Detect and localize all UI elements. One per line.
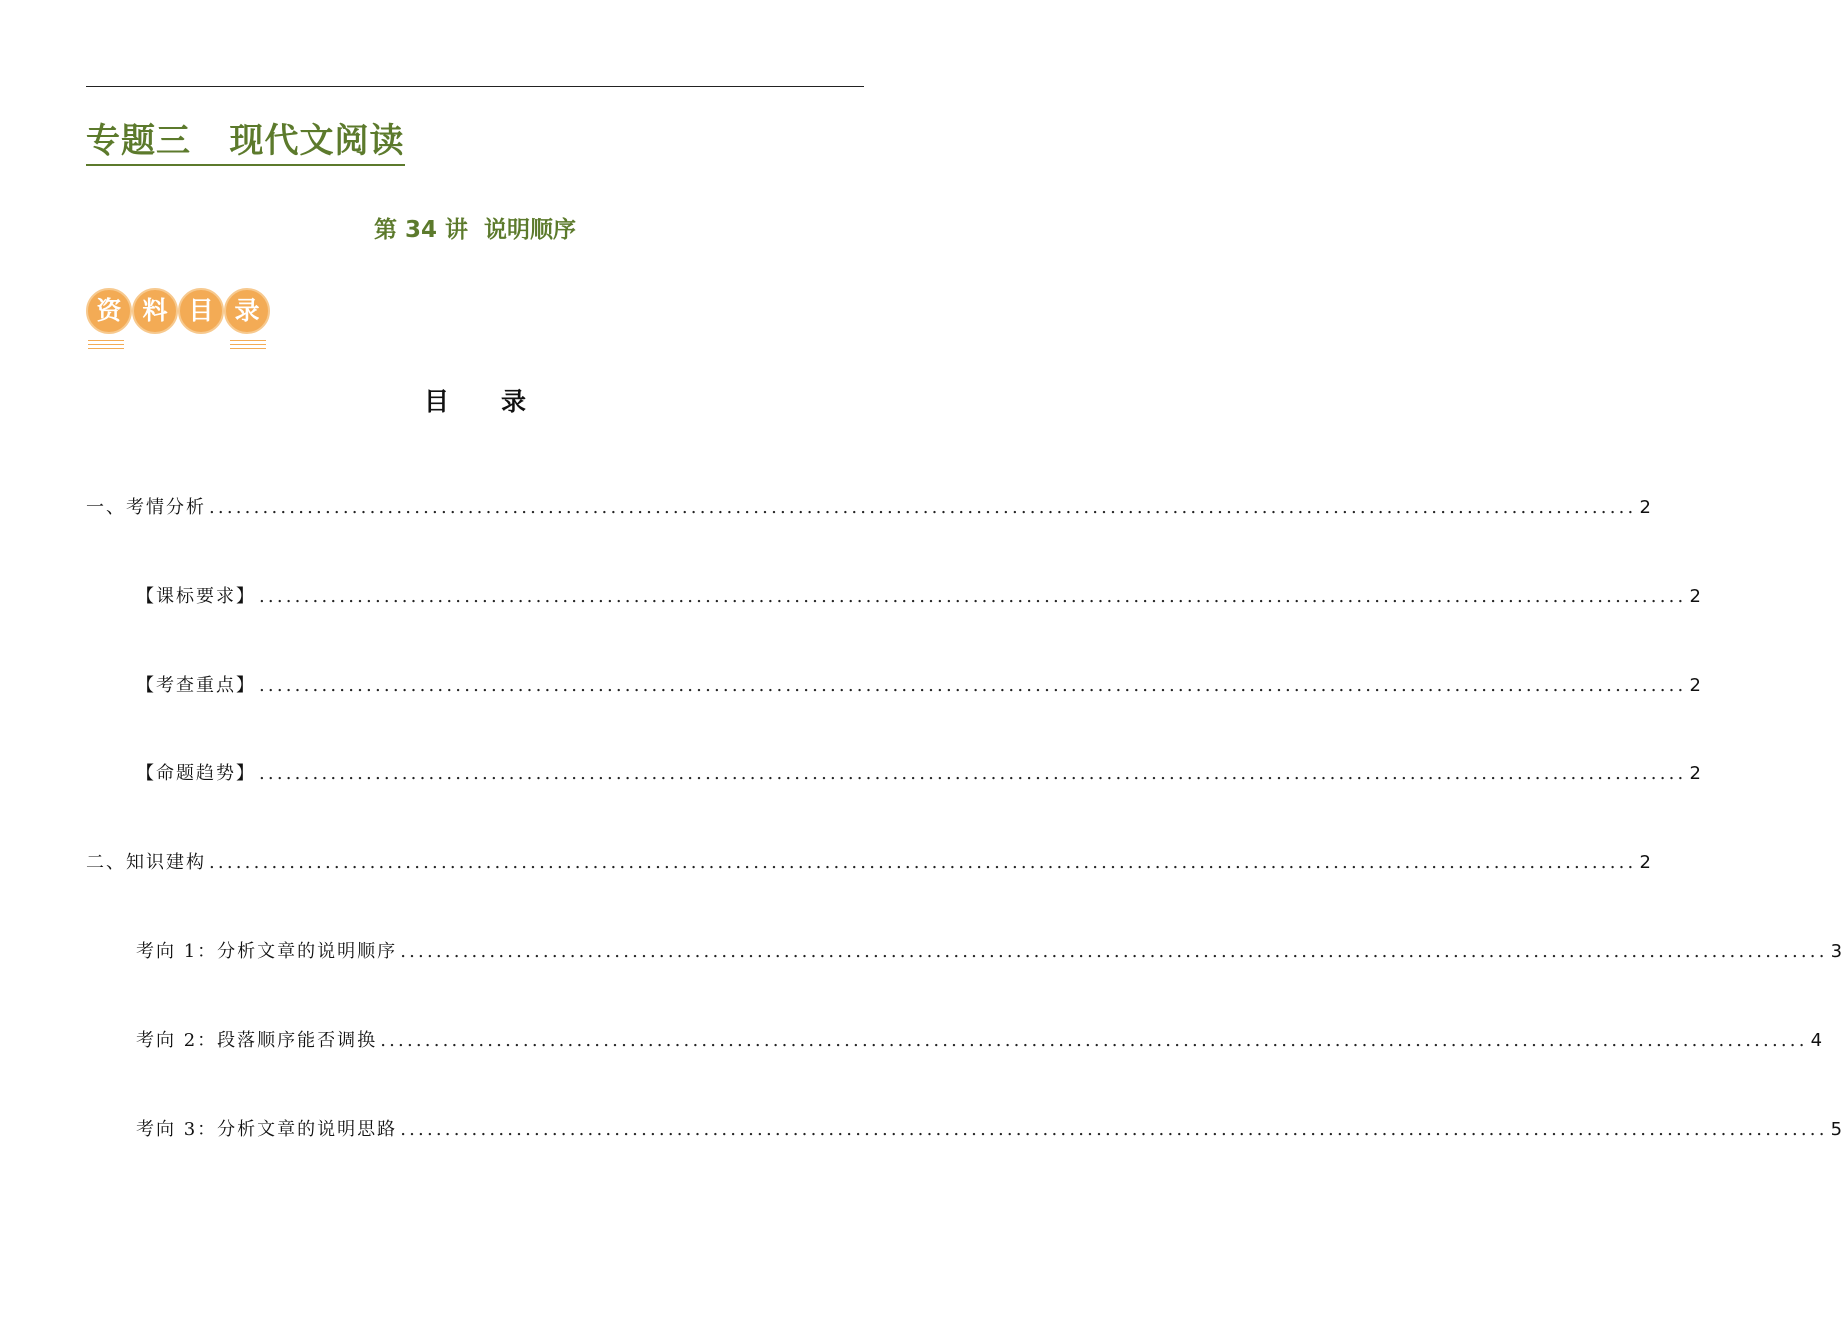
toc-entry-page: 4 [1810, 1030, 1823, 1051]
toc-dot-leader: ................................................................................................................................................................ [209, 497, 1637, 518]
top-rule [86, 86, 864, 87]
toc-dot-leader: ................................................................................................................................................................ [259, 675, 1687, 696]
toc-entry-label: 考向 2：段落顺序能否调换 [136, 1030, 378, 1051]
toc-entry-page: 3 [1830, 941, 1842, 962]
toc-heading-char: 目 [423, 387, 449, 416]
badge-char: 料 [132, 288, 178, 334]
badge-underline-right [230, 340, 266, 350]
badge-char: 录 [224, 288, 270, 334]
lesson-title: 第 34 讲 说明顺序 [373, 217, 577, 243]
toc-dot-leader: ................................................................................................................................................................ [259, 586, 1687, 607]
toc-dot-leader: ................................................................................................................................................................ [209, 852, 1637, 873]
resource-directory-badge [86, 288, 276, 352]
toc-entry-page: 2 [1689, 586, 1701, 607]
toc-entry-knowledge-structure[interactable] [86, 849, 1651, 877]
toc-entry-direction-3[interactable] [136, 1116, 1842, 1144]
toc-entry-label: 【考查重点】 [136, 675, 256, 696]
toc-dot-leader: ................................................................................................................................................................ [400, 1119, 1828, 1140]
toc-entry-label: 【课标要求】 [136, 586, 256, 607]
toc-heading-char: 录 [501, 387, 527, 416]
toc-entry-label: 【命题趋势】 [136, 763, 256, 784]
toc-entry-exam-analysis[interactable] [86, 494, 1651, 522]
toc-entry-label: 考向 1：分析文章的说明顺序 [136, 941, 398, 962]
badge-char: 目 [178, 288, 224, 334]
toc-heading [0, 384, 950, 420]
toc-entry-trends[interactable] [136, 760, 1701, 788]
toc-entry-page: 5 [1830, 1119, 1842, 1140]
toc-entry-key-points[interactable] [136, 672, 1701, 700]
toc-entry-curriculum-requirements[interactable] [136, 583, 1701, 611]
toc-entry-page: 2 [1639, 852, 1651, 873]
toc-entry-page: 2 [1689, 675, 1701, 696]
topic-title: 专题三 现代文阅读 [86, 118, 405, 166]
toc-entry-label: 考向 3：分析文章的说明思路 [136, 1119, 398, 1140]
toc-entry-label: 一、考情分析 [86, 497, 206, 518]
toc-dot-leader: ................................................................................................................................................................ [380, 1030, 1808, 1051]
badge-underline-left [88, 340, 124, 350]
toc-entry-page: 2 [1639, 497, 1651, 518]
toc-entry-direction-1[interactable] [136, 938, 1842, 966]
toc-entry-label: 二、知识建构 [86, 852, 206, 873]
toc-dot-leader: ................................................................................................................................................................ [259, 763, 1687, 784]
toc-entry-direction-2[interactable] [136, 1027, 1823, 1055]
badge-char: 资 [86, 288, 132, 334]
toc-dot-leader: ................................................................................................................................................................ [400, 941, 1828, 962]
toc-entry-page: 2 [1689, 763, 1701, 784]
